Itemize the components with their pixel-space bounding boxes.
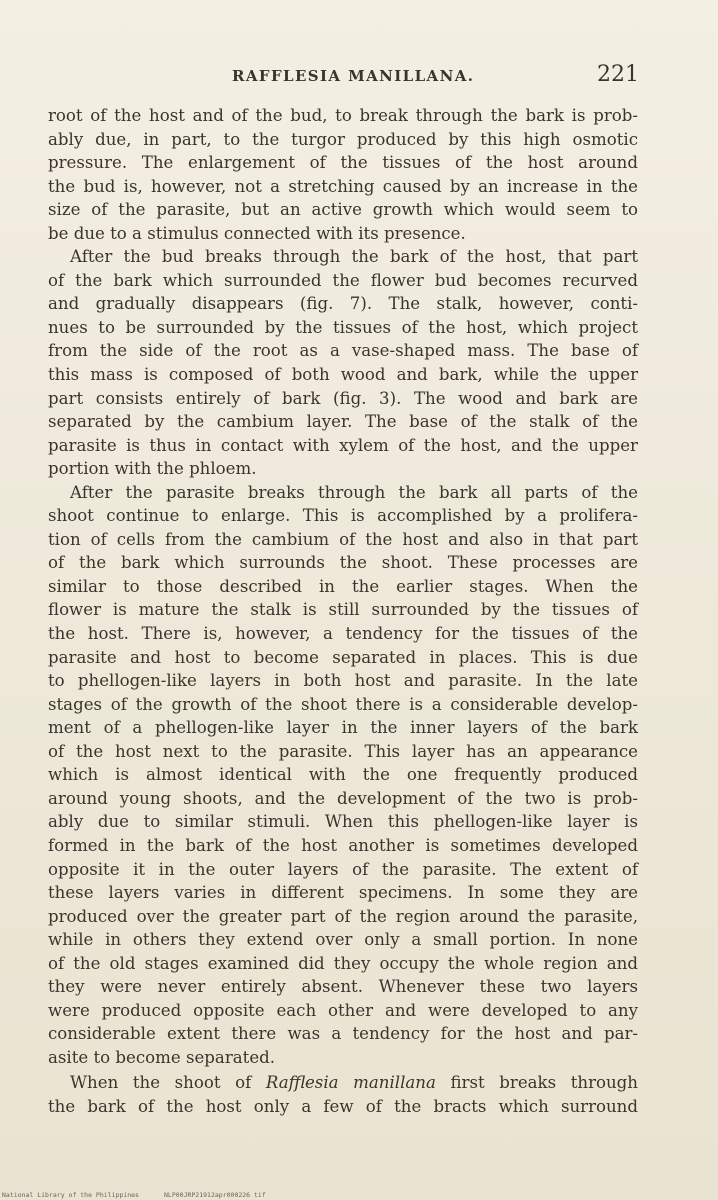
text-line: the bark of the host only a few of the bracts which surround <box>48 1096 638 1116</box>
text-line: After the bud breaks through the bark of the host, that part <box>70 247 638 267</box>
text-line: After the parasite breaks through the bark all parts of the <box>70 482 638 502</box>
text-line: root of the host and of the bud, to break through the bark is prob- <box>48 106 638 125</box>
text-line: be due to a stimulus connected with its presence. <box>48 223 466 243</box>
text-line: pressure. The enlargement of the tissues of the host around <box>48 153 638 173</box>
running-title: RAFFLESIA MANILLANA. <box>232 67 475 85</box>
text-line-italic-mixed <box>48 1071 638 1095</box>
text-line: asite to become separated. <box>48 1047 276 1067</box>
text-line: ably due to similar stimuli. When this phellogen-like layer is <box>48 812 638 832</box>
text-line: the host. There is, however, a tendency for the tissues of the <box>48 624 638 644</box>
text-line: to phellogen-like layers in both host and parasite. In the late <box>48 671 638 691</box>
text-line: nues to be surrounded by the tissues of the host, which project <box>48 317 638 337</box>
body-text <box>48 104 638 1119</box>
text-line: they were never entirely absent. Whenever these two layers <box>48 977 638 997</box>
text-line: tion of cells from the cambium of the host and also in that part <box>48 529 638 549</box>
scan-footer <box>0 1190 718 1200</box>
text-line: produced over the greater part of the region around the parasite, <box>48 906 638 926</box>
text-line: of the bark which surrounds the shoot. These processes are <box>48 553 638 573</box>
text-line: separated by the cambium layer. The base of the stalk of the <box>48 412 638 432</box>
text-line: ably due, in part, to the turgor produced by this high osmotic <box>48 129 638 149</box>
text-line: considerable extent there was a tendency for the host and par- <box>48 1024 638 1044</box>
text-line: opposite it in the outer layers of the parasite. The extent of <box>48 859 638 879</box>
species-name: Rafflesia manillana <box>265 1073 436 1093</box>
text-line: of the host next to the parasite. This layer has an appearance <box>48 741 638 761</box>
text-line: formed in the bark of the host another is sometimes developed <box>48 835 638 855</box>
text-fragment: When the shoot of <box>70 1073 266 1093</box>
text-line: ment of a phellogen-like layer in the inner layers of the bark <box>48 718 638 738</box>
text-line: the bud is, however, not a stretching caused by an increase in the <box>48 176 638 196</box>
text-line: while in others they extend over only a small portion. In none <box>48 930 638 950</box>
text-line: parasite is thus in contact with xylem of the host, and the upper <box>48 435 638 455</box>
text-line: which is almost identical with the one frequently produced <box>48 765 638 785</box>
text-line: portion with the phloem. <box>48 459 257 479</box>
text-fragment: first breaks through <box>435 1073 638 1093</box>
text-line: of the old stages examined did they occupy the whole region and <box>48 953 638 973</box>
text-line: shoot continue to enlarge. This is accomplished by a prolifera- <box>48 506 638 526</box>
running-head <box>0 62 718 92</box>
text-line: size of the parasite, but an active growth which would seem to <box>48 200 638 220</box>
footer-library-name: National Library of the Philippines <box>2 1191 139 1199</box>
text-line: stages of the growth of the shoot there is a considerable develop- <box>48 694 638 714</box>
text-line: part consists entirely of bark (fig. 3). The wood and bark are <box>48 388 638 408</box>
text-line: parasite and host to become separated in places. This is due <box>48 647 638 667</box>
text-line: these layers varies in different specimens. In some they are <box>48 883 638 903</box>
text-line: of the bark which surrounded the flower bud becomes recurved <box>48 270 638 290</box>
text-line: flower is mature the stalk is still surrounded by the tissues of <box>48 600 638 620</box>
footer-file-id: NLP00JRP21912apr000226 tif <box>164 1191 266 1199</box>
page-number: 221 <box>597 62 639 87</box>
text-line: were produced opposite each other and were developed to any <box>48 1000 638 1020</box>
text-line: and gradually disappears (fig. 7). The stalk, however, conti- <box>48 294 638 314</box>
text-line: this mass is composed of both wood and bark, while the upper <box>48 365 638 385</box>
text-line: similar to those described in the earlier stages. When the <box>48 576 638 596</box>
text-line: from the side of the root as a vase-shaped mass. The base of <box>48 341 638 361</box>
text-line: around young shoots, and the development of the two is prob- <box>48 788 638 808</box>
